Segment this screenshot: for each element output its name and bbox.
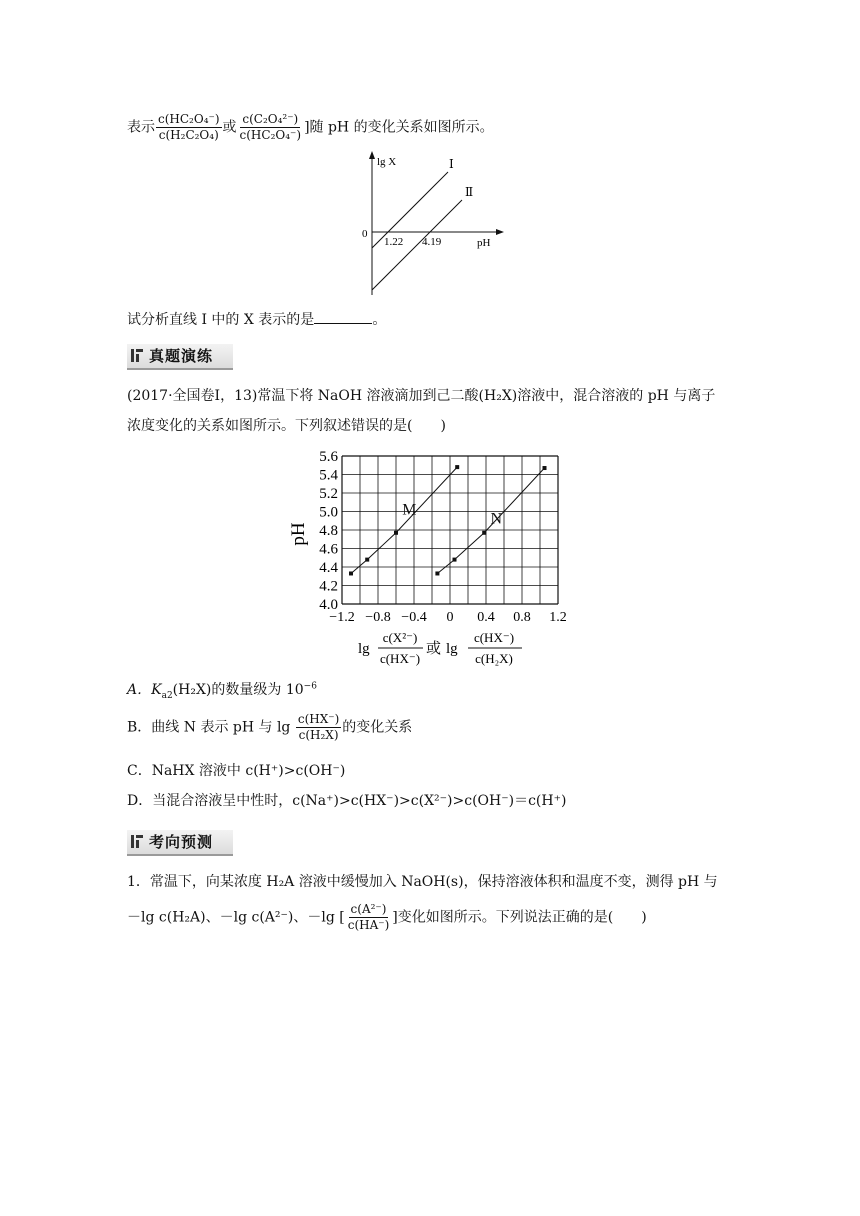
data-point-M: [394, 531, 398, 535]
y-tick-label: 5.4: [319, 467, 338, 484]
x-tick-label: 0: [446, 610, 454, 625]
data-point-N: [482, 531, 486, 535]
option-a-sub: a2: [161, 690, 173, 701]
problem-line-2: 浓度变化的关系如图所示。下列叙述错误的是( ): [127, 418, 446, 434]
fig1-xlabel: pH: [477, 237, 491, 249]
chart-series: [349, 465, 547, 575]
q2-frac-num: c(A²⁻): [350, 902, 387, 916]
fig1-tick-1: 1.22: [384, 236, 404, 248]
data-point-N: [435, 571, 439, 575]
option-b[interactable]: [127, 712, 412, 743]
xlabel-prefix-1: lg: [358, 641, 370, 657]
xlabel-or: 或: [426, 641, 442, 657]
y-tick-label: 5.6: [319, 449, 338, 465]
section-bookmark-icon: [131, 835, 143, 848]
option-b-prefix: B．曲线 N 表示 pH 与 lg: [127, 719, 291, 736]
xlabel-f1-num: c(X²⁻): [382, 630, 418, 645]
y-tick-label: 4.0: [319, 597, 338, 613]
fig1-ylabel: lg X: [377, 156, 397, 168]
option-b-suffix: 的变化关系: [342, 719, 413, 736]
x-tick-label: −1.2: [329, 610, 355, 625]
y-tick-label: 4.4: [319, 560, 338, 576]
q2-frac-den: c(HA⁻): [347, 918, 390, 932]
series-label-M: M: [402, 501, 417, 519]
x-tick-label: −0.4: [401, 610, 427, 625]
problem-line-1: (2017·全国卷Ⅰ，13)常温下将 NaOH 溶液滴加到己二酸(H₂X)溶液中，混合溶液的 pH 与离子: [127, 388, 716, 404]
chart-grid: [342, 456, 558, 604]
xlabel-prefix-2: lg: [446, 641, 458, 657]
x-tick-label: −0.8: [365, 610, 391, 625]
x-tick-label: 0.4: [477, 610, 495, 625]
chart-tick-labels: [319, 449, 567, 625]
y-tick-label: 4.8: [319, 523, 338, 539]
figure-lgx-ph: [355, 150, 505, 300]
fraction-1-num: c(HC₂O₄⁻): [158, 112, 220, 126]
question-text: 试分析直线 Ⅰ 中的 X 表示的是: [127, 312, 315, 328]
data-point-M: [349, 571, 353, 575]
data-point-M: [365, 558, 369, 562]
y-tick-label: 4.6: [319, 541, 338, 558]
fig1-line-I-label: Ⅰ: [449, 157, 454, 171]
q2-line-1: 1．常温下，向某浓度 H₂A 溶液中缓慢加入 NaOH(s)，保持溶液体积和温度不变，测得 pH 与: [127, 874, 718, 890]
q2-line-2-suffix: ]变化如图所示。下列说法正确的是( ): [392, 909, 647, 926]
question-end: 。: [372, 312, 387, 328]
section-title: 真题演练: [149, 347, 214, 365]
intro-or: 或: [222, 119, 237, 136]
q2-line-2-prefix: －lg c(H₂A)、－lg c(A²⁻)、－lg [: [127, 909, 345, 926]
option-b-fraction: [296, 712, 341, 743]
section-title: 考向预测: [149, 833, 214, 851]
xlabel-f2-num: c(HX⁻): [473, 630, 515, 645]
option-b-den: c(H₂X): [298, 728, 339, 742]
q2-fraction: [346, 902, 392, 933]
x-tick-label: 1.2: [549, 610, 567, 625]
option-d[interactable]: D．当混合溶液呈中性时，c(Na⁺)>c(HX⁻)>c(X²⁻)>c(OH⁻)＝c(H⁺): [127, 793, 567, 809]
fig1-x-arrow: [496, 229, 504, 235]
option-a-rest: (H₂X)的数量级为 10: [172, 682, 304, 698]
fraction-1-den: c(H₂C₂O₄): [158, 128, 219, 142]
option-a-k: A．K: [127, 682, 162, 698]
fraction-2-den: c(HC₂O₄⁻): [239, 128, 302, 142]
section-header-exam-practice: [127, 344, 233, 370]
series-line-M: [351, 467, 457, 573]
option-b-num: c(HX⁻): [297, 712, 340, 726]
fraction-2-num: c(C₂O₄²⁻): [242, 112, 299, 126]
intro-line: [127, 112, 494, 143]
y-tick-label: 5.0: [319, 504, 338, 521]
xlabel-f1-den: c(HX⁻): [379, 651, 421, 666]
option-a-sup: −6: [303, 681, 317, 692]
fig1-y-arrow: [369, 151, 375, 159]
fraction-2: [238, 112, 304, 143]
fraction-1: [156, 112, 222, 143]
data-point-M: [455, 465, 459, 469]
intro-suffix: ]随 pH 的变化关系如图所示。: [304, 119, 494, 136]
answer-blank: [314, 309, 372, 324]
x-tick-label: 0.8: [513, 610, 531, 625]
section-header-forecast: [127, 830, 233, 856]
data-point-N: [453, 558, 457, 562]
y-tick-label: 4.2: [319, 578, 338, 595]
q2-line-2: [127, 902, 647, 933]
intro-prefix: 表示: [127, 119, 155, 136]
fig1-origin: 0: [362, 228, 368, 240]
fig1-tick-2: 4.19: [422, 236, 442, 248]
data-point-N: [543, 466, 547, 470]
series-label-N: N: [490, 510, 503, 528]
chart-ylabel: pH: [288, 522, 309, 546]
fig1-line-II-label: Ⅱ: [465, 185, 474, 199]
section-bookmark-icon: [131, 349, 143, 362]
option-a[interactable]: [127, 681, 317, 699]
option-c[interactable]: C．NaHX 溶液中 c(H⁺)>c(OH⁻): [127, 763, 346, 779]
xlabel-f2-den: c(H₂X): [475, 651, 513, 666]
ph-chart: [280, 446, 580, 676]
question-line: [127, 309, 386, 329]
y-tick-label: 5.2: [319, 486, 338, 502]
